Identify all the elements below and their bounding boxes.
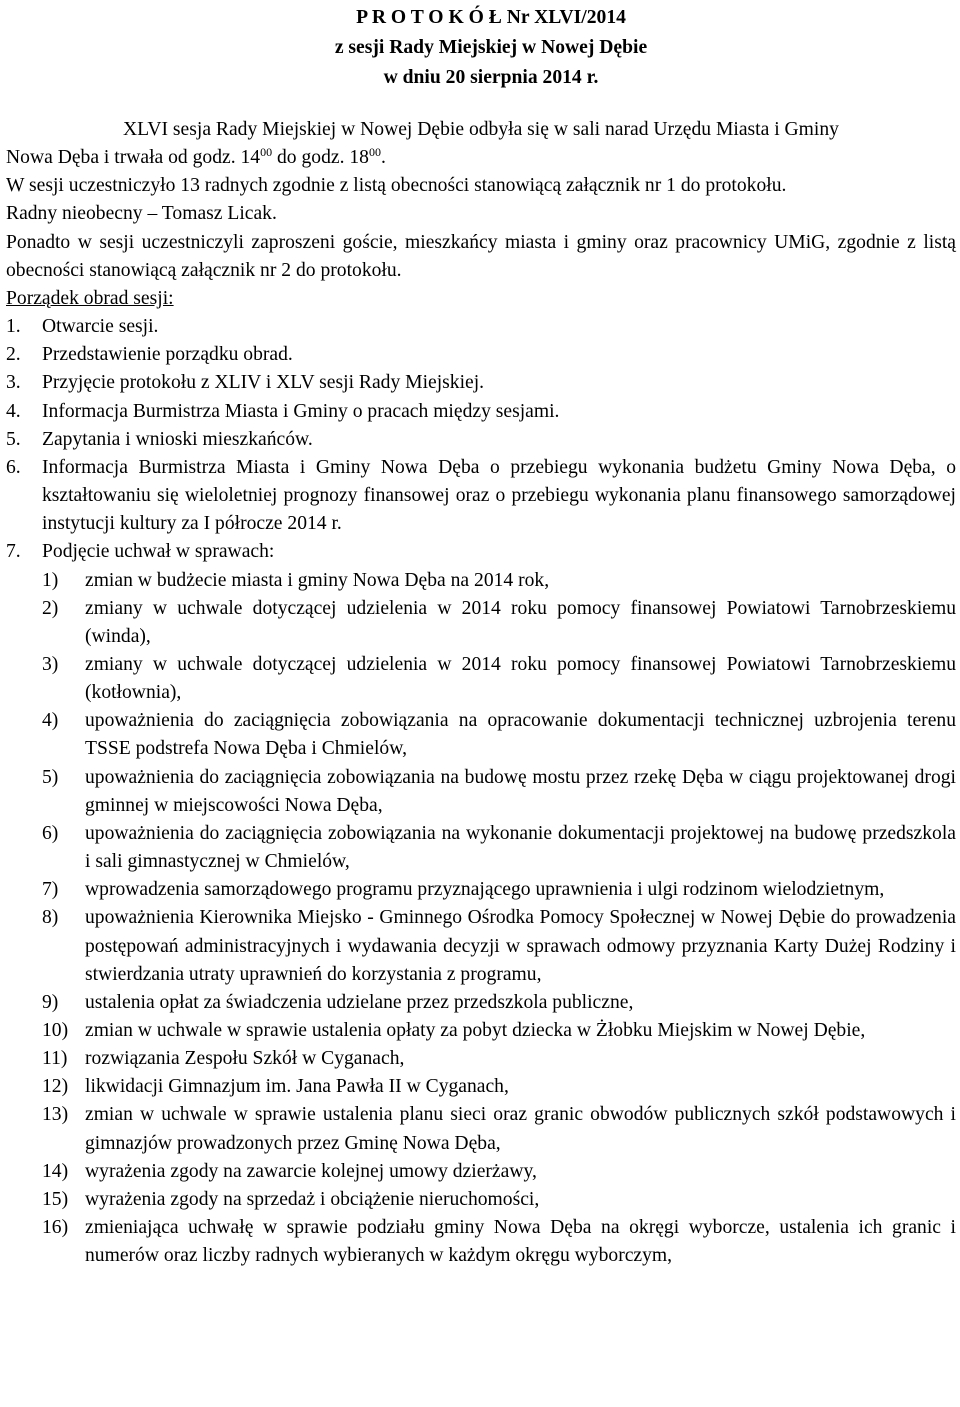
agenda-item [6, 313, 956, 341]
resolution-item [42, 651, 956, 707]
resolution-item [42, 1101, 956, 1157]
resolution-item [42, 820, 956, 876]
resolution-text: wyrażenia zgody na sprzedaż i obciążenie nieruchomości, [85, 1188, 540, 1210]
intro-line-2 [6, 144, 956, 172]
agenda-item-text: Podjęcie uchwał w sprawach: [42, 541, 275, 563]
title-line-1: P R O T O K Ó Ł Nr XLVI/2014 [356, 7, 626, 28]
resolution-item [42, 989, 956, 1017]
agenda-item [6, 426, 956, 454]
agenda-item-text: Informacja Burmistrza Miasta i Gminy Nowa Dęba o przebiegu wykonania budżetu Gminy Nowa Dęba, o kształtowaniu się wieloletniej prognozy finansowej oraz o przebiegu wykonania planu finansowego samorządowej instytucji kultury za I półrocze 2014 r. [42, 456, 956, 535]
resolution-number: 14) [42, 1160, 69, 1182]
agenda-item-number: 6. [6, 456, 21, 478]
resolution-item [42, 764, 956, 820]
resolution-number: 15) [42, 1188, 69, 1210]
protocol-title [6, 3, 956, 93]
session-start-text: Nowa Dęba i trwała od godz. 14 [6, 147, 261, 169]
resolution-number: 8) [42, 907, 59, 929]
resolution-text: wprowadzenia samorządowego programu przyznającego uprawnienia i ulgi rodzinom wielodzietnym, [85, 879, 885, 901]
resolution-number: 6) [42, 822, 59, 844]
resolution-item [42, 1158, 956, 1186]
resolution-number: 3) [42, 653, 59, 675]
resolution-text: likwidacji Gimnazjum im. Jana Pawła II w Cyganach, [85, 1076, 509, 1098]
resolution-number: 9) [42, 991, 59, 1013]
resolution-item [42, 1186, 956, 1214]
agenda-item [6, 341, 956, 369]
resolution-text: zmieniająca uchwałę w sprawie podziału gminy Nowa Dęba na okręgi wyborcze, ustalenia ich granic i numerów oraz liczby radnych wybieranych w każdym okręgu wyborczym, [85, 1217, 956, 1267]
resolution-item [42, 567, 956, 595]
resolution-number: 13) [42, 1104, 69, 1126]
agenda-item-number: 4. [6, 400, 21, 422]
resolution-item [42, 1073, 956, 1101]
resolution-number: 7) [42, 879, 59, 901]
agenda-item-text: Przedstawienie porządku obrad. [42, 344, 293, 366]
resolution-text: upoważnienia Kierownika Miejsko - Gminnego Ośrodka Pomocy Społecznej w Nowej Dębie do prowadzenia postępowań administracyjnych i wydawania decyzji w sprawach odmowy przyznania Karty Dużej Rodziny i stwierdzania utraty uprawnień do korzystania z programu, [85, 907, 956, 985]
agenda-item [6, 538, 956, 566]
spacer [6, 93, 956, 116]
resolution-text: rozwiązania Zespołu Szkół w Cyganach, [85, 1048, 405, 1070]
agenda-item-text: Przyjęcie protokołu z XLIV i XLV sesji Rady Miejskiej. [42, 372, 485, 394]
absent-text: Radny nieobecny – Tomasz Licak. [6, 203, 277, 225]
intro-line-2-end: . [380, 147, 386, 169]
agenda-heading: Porządek obrad sesji: [6, 287, 174, 309]
resolution-number: 2) [42, 597, 59, 619]
resolution-text: ustalenia opłat za świadczenia udzielane przez przedszkola publiczne, [85, 991, 634, 1013]
resolution-item [42, 1214, 956, 1270]
resolution-item [42, 595, 956, 651]
agenda-item [6, 454, 956, 538]
resolution-item [42, 904, 956, 988]
resolution-text: upoważnienia do zaciągnięcia zobowiązania na opracowanie dokumentacji technicznej uzbrojenia terenu TSSE podstrefa Nowa Dęba i Chmielów, [85, 710, 956, 760]
resolution-text: zmian w uchwale w sprawie ustalenia planu sieci oraz granic obwodów publicznych szkół podstawowych i gimnazjów prowadzonych przez Gminę Nowa Dęba, [85, 1104, 956, 1154]
guests-text: Ponadto w sesji uczestniczyli zaproszeni goście, mieszkańcy miasta i gminy oraz pracownicy UMiG, zgodnie z listą obecności stanowiącą załącznik nr 2 do protokołu. [6, 231, 956, 281]
resolution-number: 4) [42, 710, 59, 732]
resolution-text: wyrażenia zgody na zawarcie kolejnej umowy dzierżawy, [85, 1160, 537, 1182]
resolution-number: 11) [42, 1048, 68, 1070]
agenda-list [6, 313, 956, 566]
agenda-item-number: 3. [6, 372, 21, 394]
resolution-text: zmiany w uchwale dotyczącej udzielenia w 2014 roku pomocy finansowej Powiatowi Tarnobrzeskiemu (winda), [85, 597, 956, 647]
agenda-item-text: Informacja Burmistrza Miasta i Gminy o pracach między sesjami. [42, 400, 560, 422]
resolution-number: 10) [42, 1020, 69, 1041]
resolution-number: 16) [42, 1217, 69, 1239]
resolution-text: upoważnienia do zaciągnięcia zobowiązania na wykonanie dokumentacji projektowej na budowę przedszkola i sali gimnastycznej w Chmielów, [85, 822, 956, 873]
resolution-number: 5) [42, 766, 59, 788]
attendance-text: W sesji uczestniczyło 13 radnych zgodnie z listą obecności stanowiącą załącznik nr 1 do protokołu. [6, 175, 787, 197]
resolution-item [42, 1017, 956, 1045]
agenda-item-number: 5. [6, 428, 21, 450]
agenda-item [6, 398, 956, 426]
agenda-item-number: 2. [6, 344, 21, 366]
resolution-item [42, 876, 956, 904]
agenda-item [6, 369, 956, 397]
resolution-number: 12) [42, 1076, 69, 1098]
resolution-text: upoważnienia do zaciągnięcia zobowiązania na budowę mostu przez rzekę Dęba w ciągu projektowanej drogi gminnej w miejscowości Nowa Dęba, [85, 766, 956, 816]
resolution-text: zmian w budżecie miasta i gminy Nowa Dęba na 2014 rok, [85, 569, 550, 591]
session-start-minutes: 00 [260, 145, 273, 160]
resolution-text: zmiany w uchwale dotyczącej udzielenia w 2014 roku pomocy finansowej Powiatowi Tarnobrzeskiemu (kotłownia), [85, 653, 956, 704]
agenda-item-number: 7. [6, 541, 21, 563]
agenda-item-text: Zapytania i wnioski mieszkańców. [42, 428, 313, 450]
resolution-item [42, 707, 956, 763]
resolutions-list [6, 567, 956, 1271]
agenda-item-number: 1. [6, 316, 21, 338]
agenda-item-text: Otwarcie sesji. [42, 316, 159, 338]
intro-line-1: XLVI sesja Rady Miejskiej w Nowej Dębie odbyła się w sali narad Urzędu Miasta i Gminy [123, 119, 839, 140]
resolution-item [42, 1045, 956, 1073]
title-line-3: w dniu 20 sierpnia 2014 r. [383, 67, 599, 88]
intro-block [6, 116, 956, 285]
title-line-2: z sesji Rady Miejskiej w Nowej Dębie [334, 37, 648, 58]
resolution-number: 1) [42, 569, 59, 591]
session-end-minutes: 00 [368, 145, 381, 160]
resolution-text: zmian w uchwale w sprawie ustalenia opłaty za pobyt dziecka w Żłobku Miejskim w Nowej Dębie, [85, 1020, 866, 1041]
session-end-text: do godz. 18 [272, 147, 369, 169]
